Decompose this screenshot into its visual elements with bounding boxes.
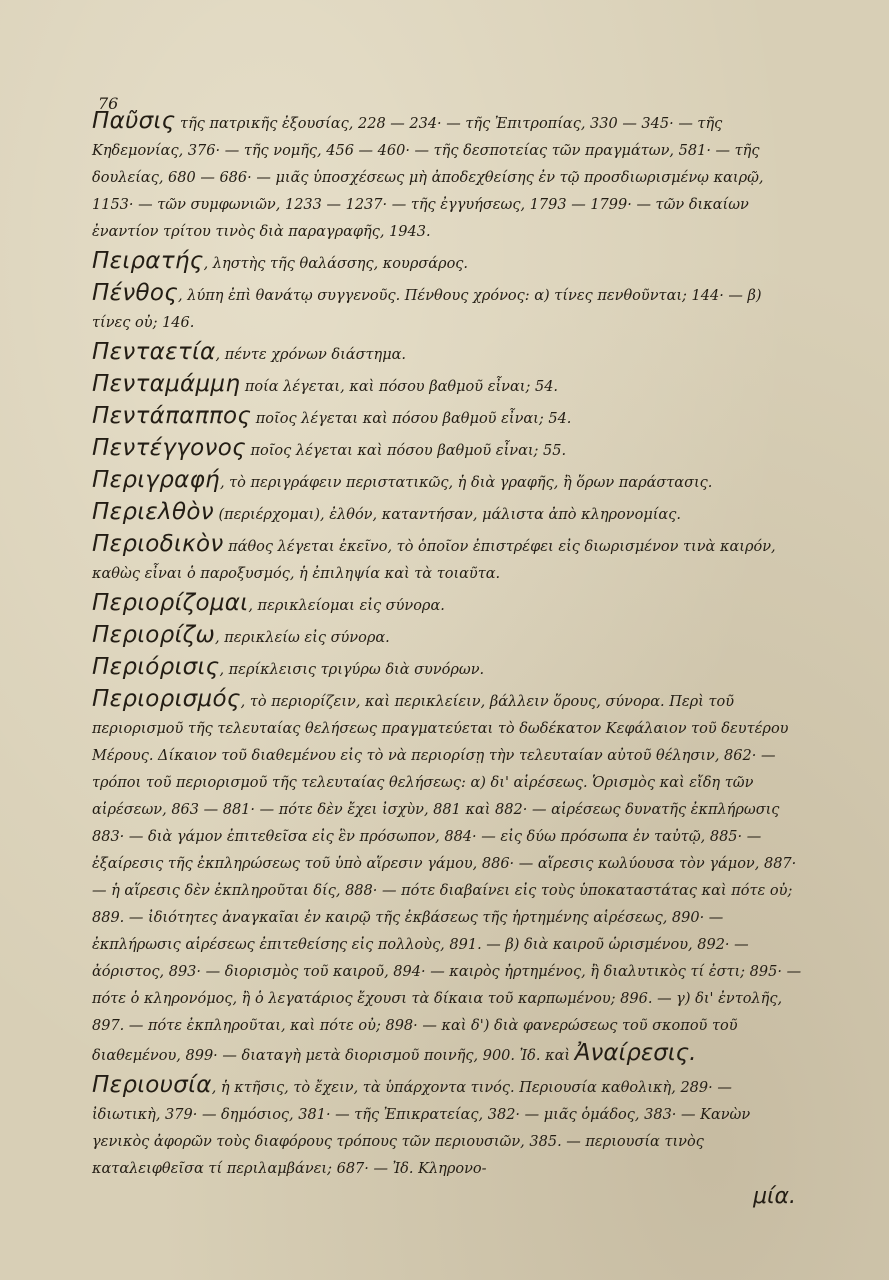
entry-pentamammi <box>92 371 804 401</box>
entry-lemma: Περιορισμός <box>92 686 241 712</box>
entry-lemma: Πένθος <box>92 280 179 306</box>
entry-periorizo <box>92 622 804 652</box>
entry-lemma: Περιελθὸν <box>92 499 214 525</box>
entry-periorizomai <box>92 590 804 620</box>
entry-lemma: Περιορίζω <box>92 622 216 648</box>
entry-lemma: Περιοδικὸν <box>92 531 224 557</box>
entry-body: , τὸ περιορίζειν, καὶ περικλείειν, βάλλειν ὅρους, σύνορα. Περὶ τοῦ περιορισμοῦ τῆς τελευταίας θελήσεως πραγματεύεται τὸ δωδέκατον Κεφάλαιον τοῦ δευτέρου Μέρους. Δίκαιον τοῦ διαθεμένου εἰς τὸ νὰ περιορίσῃ τὴν τελευταίαν αὐτοῦ θέλησιν, 862· — τρόποι τοῦ περιορισμοῦ τῆς τελευταίας θελήσεως: α) δι' αἱρέσεως. Ὁρισμὸς καὶ εἴδη τῶν αἱρέσεων, 863 — 881· — πότε δὲν ἔχει ἰσχὺν, 881 καὶ 882· — αἱρέσεως δυνατῆς ἐκπλήρωσις 883· — διὰ γάμον ἐπιτεθεῖσα εἰς ἓν πρόσωπον, 884· — εἰς δύω πρόσωπα ἐν ταὐτῷ, 885· — ἐξαίρεσις τῆς ἐκπληρώσεως τοῦ ὑπὸ αἵρεσιν γάμου, 886· — αἵρεσις κωλύουσα τὸν γάμον, 887· — ἡ αἵρεσις δὲν ἐκπληροῦται δίς, 888· — πότε διαβαίνει εἰς τοὺς ὑποκαταστάτας καὶ πότε οὐ; 889. — ἰδιότητες ἀναγκαῖαι ἐν καιρῷ τῆς ἐκβάσεως τῆς ἠρτημένης αἱρέσεως, 890· — ἐκπλήρωσις αἱρέσεως ἐπιτεθείσης εἰς πολλοὺς, 891. — β) διὰ καιροῦ ὡρισμένου, 892· — ἀόριστος, 893· — διορισμὸς τοῦ καιροῦ, 894· — καιρὸς ἠρτημένος, ἢ διαλυτικὸς τί ἐστι; 895· — πότε ὁ κληρονόμος, ἢ ὁ λεγατάριος ἔχουσι τὰ δίκαια τοῦ καρπωμένου; 896. — γ) δι' ἐντολῆς, 897. — πότε ἐκπληροῦται, καὶ πότε οὐ; 898· — καὶ δ') διὰ φανερώσεως τοῦ σκοποῦ τοῦ διαθεμένου, 899· — διαταγὴ μετὰ διορισμοῦ ποινῆς, 900. Ἰδ. καὶ <box>92 694 802 1064</box>
entry-body: ποῖος λέγεται καὶ πόσου βαθμοῦ εἶναι; 54. <box>251 411 572 427</box>
entry-periorisis <box>92 654 804 684</box>
entry-pentaetia <box>92 339 804 369</box>
dictionary-text <box>92 108 804 1212</box>
entry-body: , ληστὴς τῆς θαλάσσης, κουρσάρος. <box>203 256 469 272</box>
entry-lemma: Πενταετία <box>92 339 216 365</box>
entry-body: (περιέρχομαι), ἐλθόν, καταντήσαν, μάλιστα ἀπὸ κληρονομίας. <box>213 507 681 523</box>
entry-perielthon <box>92 499 804 529</box>
entry-lemma: Περιορίζομαι <box>92 590 249 616</box>
entry-body: ποία λέγεται, καὶ πόσου βαθμοῦ εἶναι; 54. <box>240 379 559 395</box>
entry-body: , πέντε χρόνων διάστημα. <box>215 347 407 363</box>
entry-lemma: Πεντάπαππος <box>92 403 252 429</box>
entry-body: , ἡ κτῆσις, τὸ ἔχειν, τὰ ὑπάρχοντα τινός. Περιουσία καθολικὴ, 289· — ἰδιωτικὴ, 379· — δημόσιος, 381· — τῆς Ἐπικρατείας, 382· — μιᾶς ὁμάδος, 383· — Κανὼν γενικὸς ἀφορῶν τοὺς διαφόρους τρόπους τῶν περιουσιῶν, 385. — περιουσία τινὸς καταλειφθεῖσα τί περιλαμβάνει; 687· — Ἰδ. Κληρονο- <box>92 1080 751 1177</box>
entry-body: , λύπη ἐπὶ θανάτῳ συγγενοῦς. Πένθους χρόνος: α) τίνες πενθοῦνται; 144· — β) τίνες οὐ; 146. <box>92 288 762 331</box>
entry-periousia <box>92 1072 804 1210</box>
entry-lemma: Περιγραφή <box>92 467 220 493</box>
entry-body: τῆς πατρικῆς ἐξουσίας, 228 — 234· — τῆς Ἐπιτροπίας, 330 — 345· — τῆς Κηδεμονίας, 376· — τῆς νομῆς, 456 — 460· — τῆς δεσποτείας τῶν πραγμάτων, 581· — τῆς δουλείας, 680 — 686· — μιᾶς ὑποσχέσεως μὴ ἀποδεχθείσης ἐν τῷ προσδιωρισμένῳ καιρῷ, 1153· — τῶν συμφωνιῶν, 1233 — 1237· — τῆς ἐγγυήσεως, 1793 — 1799· — τῶν δικαίων ἐναντίον τρίτου τινὸς διὰ παραγραφῆς, 1943. <box>92 116 764 240</box>
cross-reference: Ἀναίρεσις. <box>574 1040 697 1066</box>
entry-periodikon <box>92 531 804 588</box>
hyphenated-ending: μία. <box>753 1184 796 1209</box>
entry-lemma: Περιόρισις <box>92 654 220 680</box>
entry-pausis <box>92 108 804 246</box>
entry-lemma: Πεντέγγονος <box>92 435 246 461</box>
entry-body: , περικλείω εἰς σύνορα. <box>215 630 390 646</box>
entry-peiratis <box>92 248 804 278</box>
entry-body: , περικλείομαι εἰς σύνορα. <box>248 598 445 614</box>
entry-lemma: Παῦσις <box>92 108 176 134</box>
entry-body: , περίκλεισις τριγύρω διὰ συνόρων. <box>219 662 485 678</box>
entry-lemma: Πειρατής <box>92 248 204 274</box>
entry-body: πάθος λέγεται ἐκεῖνο, τὸ ὁποῖον ἐπιστρέφει εἰς διωρισμένον τινὰ καιρόν, καθὼς εἶναι ὁ παροξυσμός, ἡ ἐπιληψία καὶ τὰ τοιαῦτα. <box>92 539 776 582</box>
entry-body: ποῖος λέγεται καὶ πόσου βαθμοῦ εἶναι; 55. <box>245 443 567 459</box>
entry-pentapappos <box>92 403 804 433</box>
entry-body: , τὸ περιγράφειν περιστατικῶς, ἡ διὰ γραφῆς, ἢ ὅρων παράστασις. <box>219 475 713 491</box>
entry-lemma: Περιουσία <box>92 1072 212 1098</box>
page-number: 76 <box>98 94 119 113</box>
entry-lemma: Πενταμάμμη <box>92 371 241 397</box>
entry-pentengonos <box>92 435 804 465</box>
entry-perigrafi <box>92 467 804 497</box>
entry-penthos <box>92 280 804 337</box>
entry-periorismos <box>92 686 804 1070</box>
